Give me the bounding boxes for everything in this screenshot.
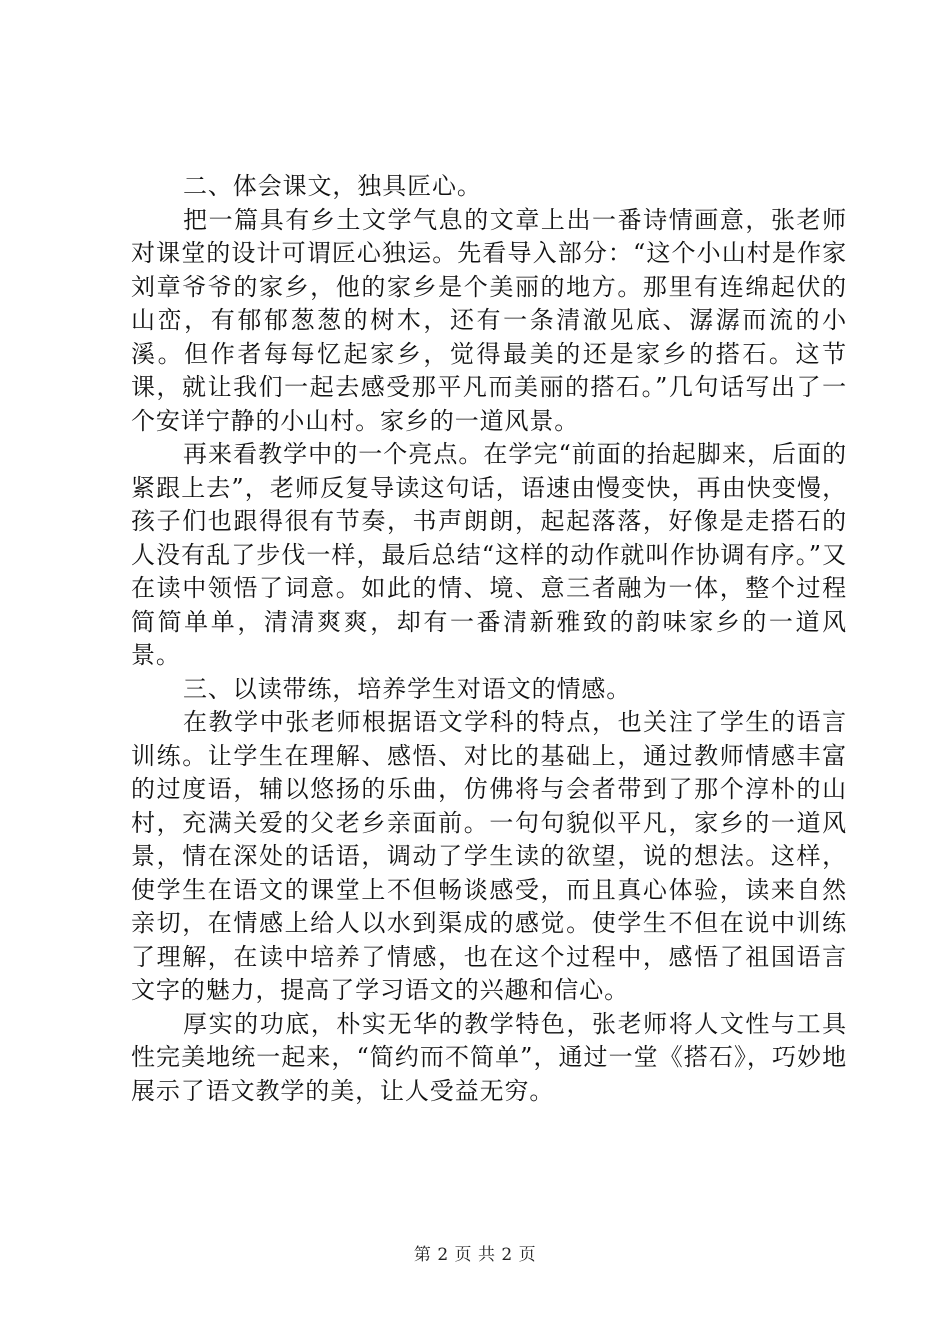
body-paragraph: 把一篇具有乡土文学气息的文章上出一番诗情画意，张老师对课堂的设计可谓匠心独运。先看导入部分：“这个小山村是作家刘章爷爷的家乡，他的家乡是个美丽的地方。那里有连绵起伏的山峦，有郁郁葱葱的树木，还有一条清澈见底、潺潺而流的小溪。但作者每每忆起家乡，觉得最美的还是家乡的搭石。这节课，就让我们一起去感受那平凡而美丽的搭石。”几句话写出了一个安详宁静的小山村。家乡的一道风景。 bbox=[131, 205, 847, 435]
body-paragraph: 厚实的功底，朴实无华的教学特色，张老师将人文性与工具性完美地统一起来，“简约而不简单”，通过一堂《搭石》，巧妙地展示了语文教学的美，让人受益无穷。 bbox=[131, 1009, 847, 1105]
body-paragraph: 再来看教学中的一个亮点。在学完“前面的抬起脚来，后面的紧跟上去”，老师反复导读这句话，语速由慢变快，再由快变慢，孩子们也跟得很有节奏，书声朗朗，起起落落，好像是走搭石的人没有乱了步伐一样，最后总结“这样的动作就叫作协调有序。”又在读中领悟了词意。如此的情、境、意三者融为一体，整个过程简简单单，清清爽爽，却有一番清新雅致的韵味家乡的一道风景。 bbox=[131, 440, 847, 669]
section-heading-2: 二、体会课文，独具匠心。 bbox=[183, 172, 482, 200]
body-paragraph: 在教学中张老师根据语文学科的特点，也关注了学生的语言训练。让学生在理解、感悟、对比的基础上，通过教师情感丰富的过度语，辅以悠扬的乐曲，仿佛将与会者带到了那个淳朴的山村，充满关爱的父老乡亲面前。一句句貌似平凡，家乡的一道风景，情在深处的话语，调动了学生读的欲望，说的想法。这样，使学生在语文的课堂上不但畅谈感受，而且真心体验，读来自然亲切，在情感上给人以水到渠成的感觉。使学生不但在说中训练了理解，在读中培养了情感，也在这个过程中，感悟了祖国语言文字的魅力，提高了学习语文的兴趣和信心。 bbox=[131, 708, 847, 1004]
document-body bbox=[131, 170, 847, 1108]
section-heading-3: 三、以读带练，培养学生对语文的情感。 bbox=[183, 674, 632, 703]
page-number-footer: 第 2 页 共 2 页 bbox=[413, 1245, 537, 1265]
